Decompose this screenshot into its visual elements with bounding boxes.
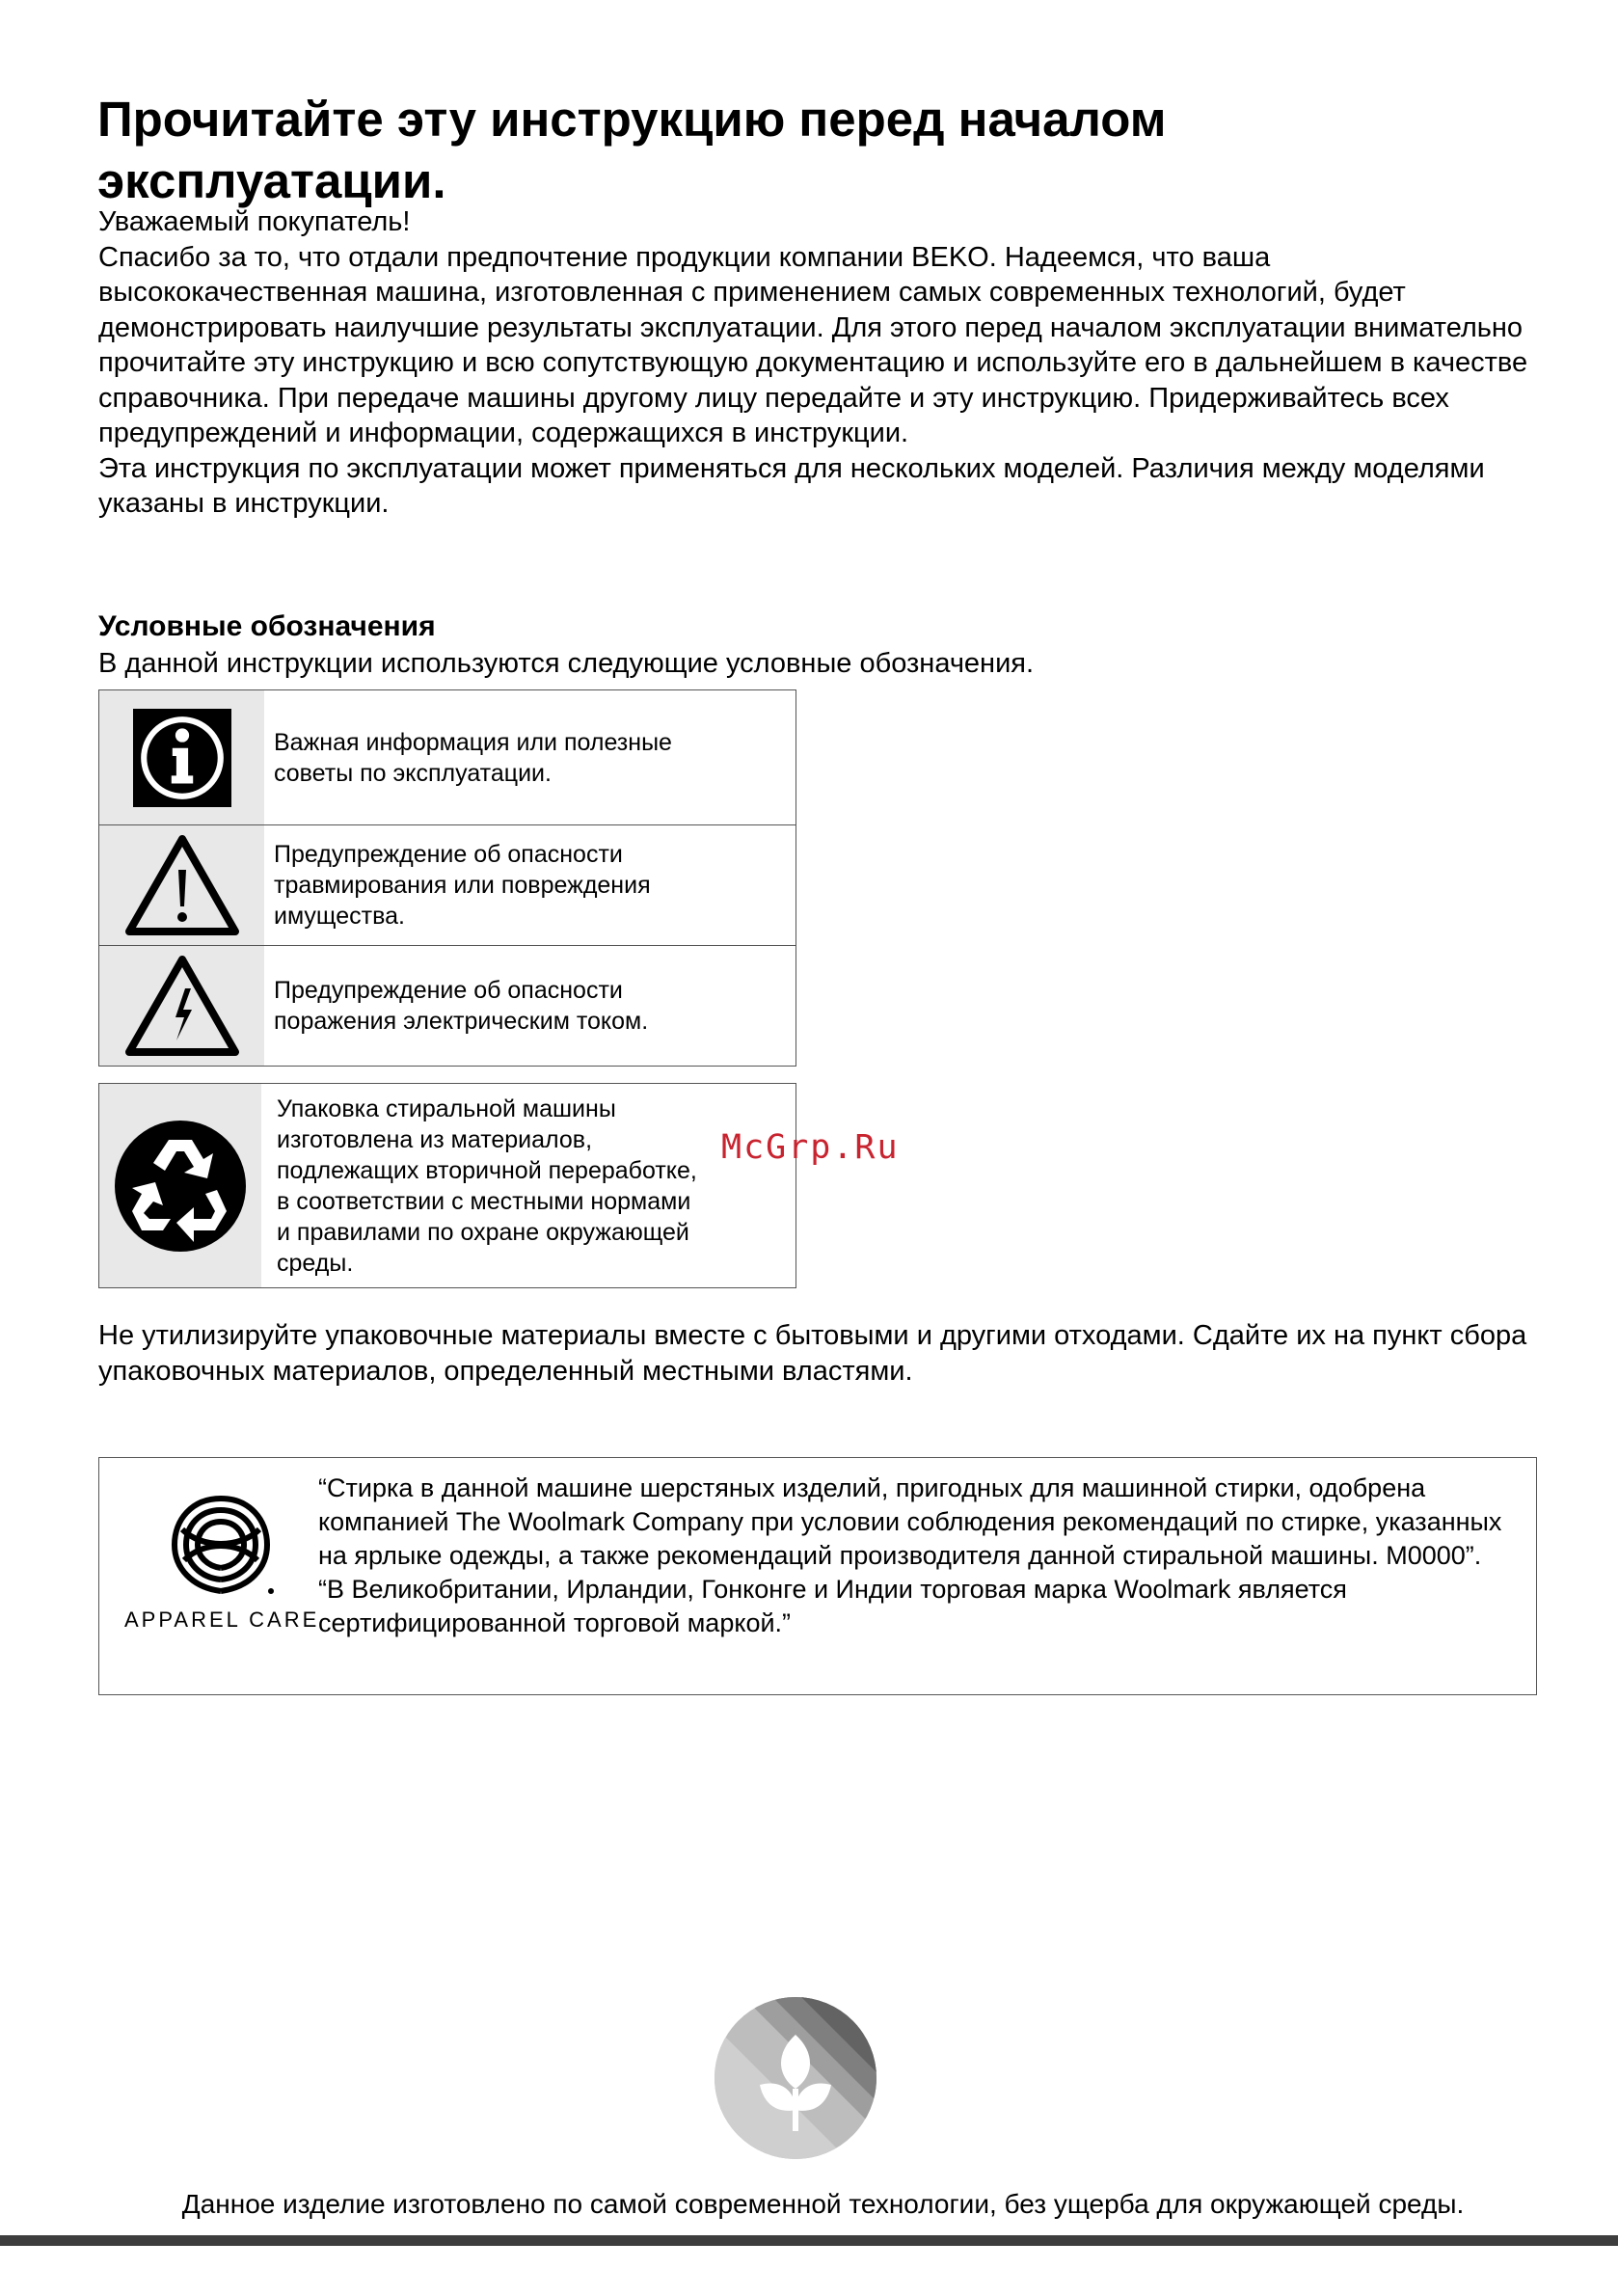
symbols-subheading: В данной инструкции используются следующие условные обозначения. — [98, 648, 1035, 679]
recycle-icon — [113, 1119, 248, 1254]
recycling-text: Упаковка стиральной машины изготовлена из материалов, подлежащих вторичной переработке, в соответствии с местными нормами и правилами по охране окружающей среды. — [277, 1095, 697, 1277]
watermark: McGrp.Ru — [721, 1128, 900, 1167]
intro-body: Спасибо за то, что отдали предпочтение продукции компании BEKO. Надеемся, что ваша высококачественная машина, изготовленная с применением самых современных технологий, будет демонстрировать наилучшие результаты эксплуатации. Для этого перед началом эксплуатации внимательно прочитайте эту инструкцию и всю сопутствующую документацию и используйте его в дальнейшем в качестве справочника. При передаче машины другому лицу передайте и эту инструкцию. Придерживайтесь всех предупреждений и информации, содержащихся в инструкции. — [98, 241, 1528, 448]
symbol-row-electric — [99, 946, 796, 1066]
apparel-care-caption: APPAREL CARE — [124, 1607, 320, 1632]
woolmark-paragraph-2: “В Великобритании, Ирландии, Гонконге и Индии торговая марка Woolmark является сертифицированной торговой маркой.” — [318, 1575, 1347, 1637]
eco-leaf-icon — [714, 1996, 877, 2160]
woolmark-logo-icon — [163, 1491, 279, 1599]
bottom-bar — [0, 2235, 1618, 2246]
symbol-text-warning: Предупреждение об опасности травмирования или повреждения имущества. — [274, 841, 651, 930]
disposal-note: Не утилизируйте упаковочные материалы вместе с бытовыми и другими отходами. Сдайте их на пункт сбора упаковочных материалов, определенный местными властями. — [98, 1320, 1527, 1387]
info-icon — [133, 709, 231, 807]
woolmark-paragraph-1: “Стирка в данной машине шерстяных изделий, пригодных для машинной стирки, одобрена компанией The Woolmark Company при условии соблюдения рекомендаций по стирке, указанных на ярлыке одежды, а также рекомендаций производителя данной стиральной машины. M0000”. — [318, 1473, 1502, 1570]
woolmark-box — [98, 1457, 1537, 1695]
electric-shock-warning-icon — [123, 954, 241, 1058]
intro-models-note: Эта инструкция по эксплуатации может применяться для нескольких моделей. Различия между моделями указаны в инструкции. — [98, 452, 1485, 519]
woolmark-logo — [124, 1491, 320, 1633]
footer-text: Данное изделие изготовлено по самой современной технологии, без ущерба для окружающей среды. — [181, 2189, 1465, 2219]
symbol-row-warning — [99, 825, 796, 946]
symbols-table — [98, 689, 796, 1067]
symbol-text-electric: Предупреждение об опасности поражения электрическим током. — [274, 977, 649, 1035]
page-title: Прочитайте эту инструкцию перед началом эксплуатации. — [97, 92, 1167, 208]
symbols-heading: Условные обозначения — [98, 610, 436, 642]
intro-greeting: Уважаемый покупатель! — [98, 206, 411, 237]
symbol-row-info — [99, 690, 796, 825]
intro-section — [98, 204, 1545, 522]
warning-triangle-icon — [123, 833, 241, 937]
woolmark-text — [318, 1472, 1528, 1640]
recycling-box — [98, 1083, 796, 1288]
symbol-text-info: Важная информация или полезные советы по эксплуатации. — [274, 728, 672, 787]
